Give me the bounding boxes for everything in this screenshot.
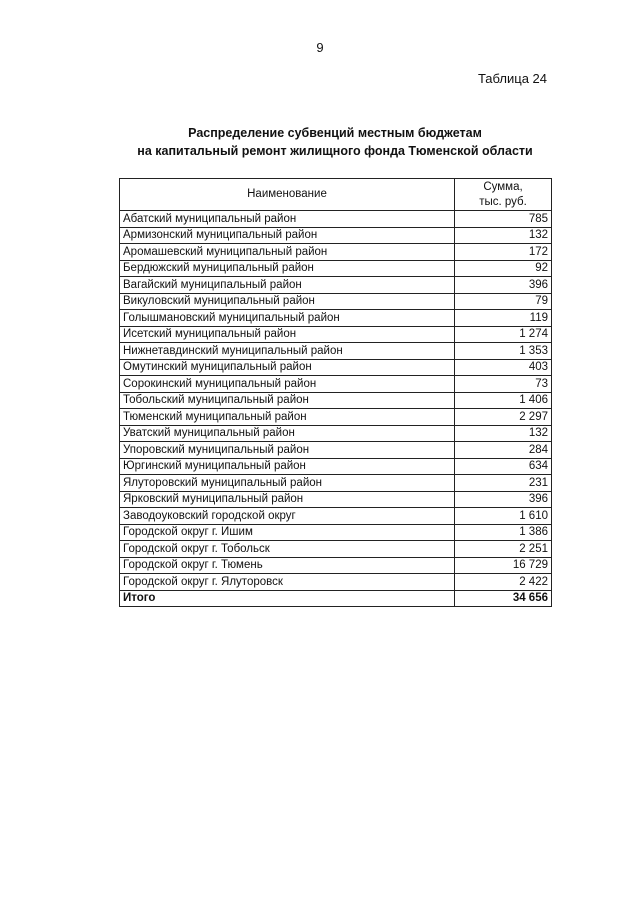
table-row (120, 458, 552, 475)
row-name: Нижнетавдинский муниципальный район (120, 343, 455, 360)
table-row (120, 508, 552, 525)
row-name: Тобольский муниципальный район (120, 392, 455, 409)
row-value: 119 (455, 310, 552, 327)
table-row (120, 392, 552, 409)
row-value: 73 (455, 376, 552, 393)
row-value: 403 (455, 359, 552, 376)
row-value: 132 (455, 227, 552, 244)
table-row (120, 310, 552, 327)
table-row (120, 211, 552, 228)
total-value: 34 656 (455, 590, 552, 607)
row-name: Бердюжский муниципальный район (120, 260, 455, 277)
row-name: Тюменский муниципальный район (120, 409, 455, 426)
row-value: 231 (455, 475, 552, 492)
table-body (120, 211, 552, 607)
table-row (120, 574, 552, 591)
table-row (120, 425, 552, 442)
row-value: 1 406 (455, 392, 552, 409)
title-line-1: Распределение субвенций местным бюджетам (188, 126, 482, 140)
table-label: Таблица 24 (477, 71, 547, 86)
row-name: Городской округ г. Ишим (120, 524, 455, 541)
table-row (120, 557, 552, 574)
row-name: Омутинский муниципальный район (120, 359, 455, 376)
row-name: Сорокинский муниципальный район (120, 376, 455, 393)
table-header-row (120, 179, 552, 211)
row-name: Ярковский муниципальный район (120, 491, 455, 508)
title-line-2: на капитальный ремонт жилищного фонда Тюменской области (137, 144, 533, 158)
row-value: 1 274 (455, 326, 552, 343)
column-header-sum-line-1: Сумма, (483, 180, 523, 193)
table-row (120, 260, 552, 277)
row-name: Упоровский муниципальный район (120, 442, 455, 459)
row-name: Голышмановский муниципальный район (120, 310, 455, 327)
row-value: 284 (455, 442, 552, 459)
table-row (120, 326, 552, 343)
row-name: Городской округ г. Тобольск (120, 541, 455, 558)
row-value: 1 386 (455, 524, 552, 541)
table-row (120, 442, 552, 459)
row-value: 2 251 (455, 541, 552, 558)
column-header-sum (455, 179, 552, 211)
table-row (120, 359, 552, 376)
table-row (120, 491, 552, 508)
row-value: 172 (455, 244, 552, 261)
table-row (120, 293, 552, 310)
row-value: 1 353 (455, 343, 552, 360)
table-row (120, 475, 552, 492)
row-value: 1 610 (455, 508, 552, 525)
row-value: 396 (455, 277, 552, 294)
row-name: Абатский муниципальный район (120, 211, 455, 228)
row-name: Аромашевский муниципальный район (120, 244, 455, 261)
row-name: Ялуторовский муниципальный район (120, 475, 455, 492)
row-value: 16 729 (455, 557, 552, 574)
total-label: Итого (120, 590, 455, 607)
table-row (120, 409, 552, 426)
row-name: Городской округ г. Тюмень (120, 557, 455, 574)
row-value: 634 (455, 458, 552, 475)
table-total-row (120, 590, 552, 607)
table-row (120, 343, 552, 360)
row-value: 2 422 (455, 574, 552, 591)
table-row (120, 376, 552, 393)
table-row (120, 277, 552, 294)
row-name: Вагайский муниципальный район (120, 277, 455, 294)
row-name: Уватский муниципальный район (120, 425, 455, 442)
document-title (0, 124, 640, 160)
row-value: 79 (455, 293, 552, 310)
table-row (120, 541, 552, 558)
table-row (120, 524, 552, 541)
page-number: 9 (316, 40, 324, 55)
subsidy-table (119, 178, 552, 607)
row-name: Исетский муниципальный район (120, 326, 455, 343)
column-header-name: Наименование (120, 179, 455, 211)
table-row (120, 227, 552, 244)
column-header-sum-line-2: тыс. руб. (479, 195, 527, 208)
row-value: 396 (455, 491, 552, 508)
row-name: Юргинский муниципальный район (120, 458, 455, 475)
row-value: 2 297 (455, 409, 552, 426)
row-value: 132 (455, 425, 552, 442)
row-name: Городской округ г. Ялуторовск (120, 574, 455, 591)
row-name: Викуловский муниципальный район (120, 293, 455, 310)
row-value: 92 (455, 260, 552, 277)
table-row (120, 244, 552, 261)
row-name: Армизонский муниципальный район (120, 227, 455, 244)
row-name: Заводоуковский городской округ (120, 508, 455, 525)
row-value: 785 (455, 211, 552, 228)
